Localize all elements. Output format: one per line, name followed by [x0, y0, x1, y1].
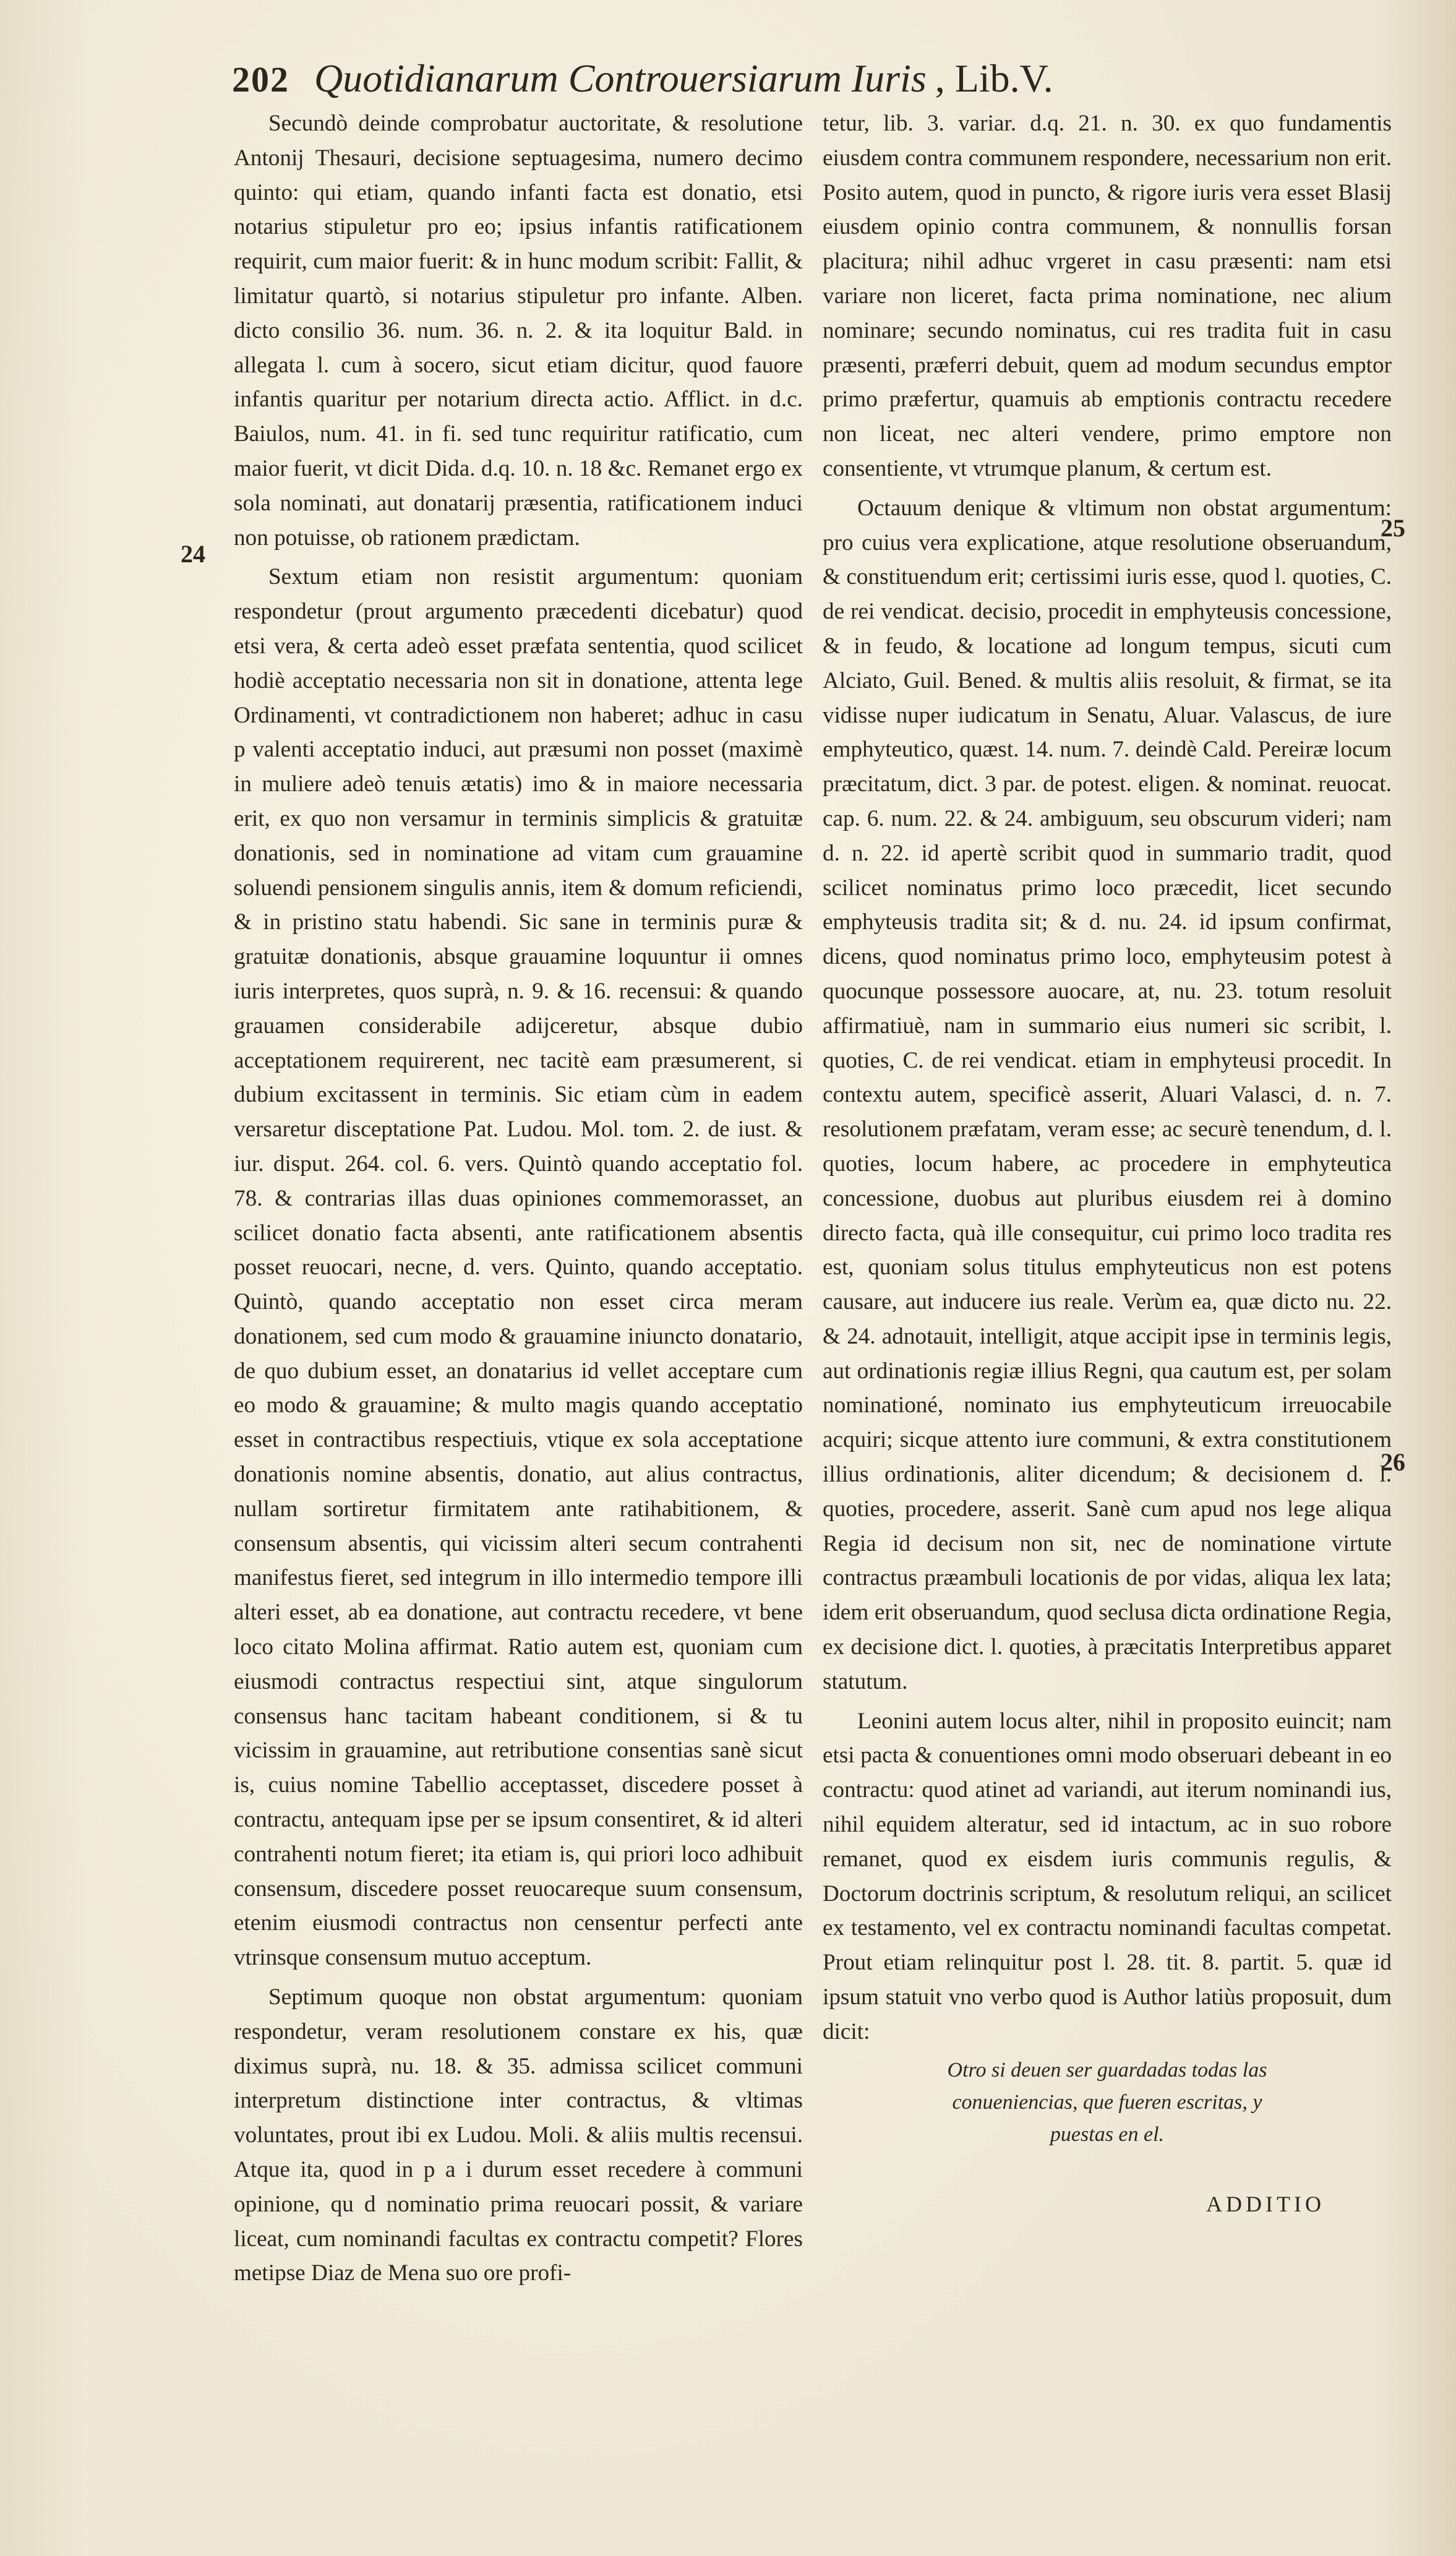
left-column [234, 106, 803, 2296]
page-number: 202 [232, 59, 289, 100]
paragraph: Sextum etiam non resistit argumentum: quoniam respondetur (prout argumento præcedenti dicebatur) quod etsi vera, & certa adeò esset præfata sententia, quod scilicet hodiè acceptatio necessaria non sit in donatione, attenta lege Ordinamenti, vt contradictionem non haberet; adhuc in casu p valenti acceptatio induci, aut præsumi non posset (maximè in muliere adeò tenuis ætatis) imo & in maiore necessaria erit, ex quo non versamur in terminis simplicis & gratuitæ donationis, sed in nominatione ad vitam cum grauamine soluendi pensionem singulis annis, item & domum reficiendi, & in pristino statu habendi. Sic sane in terminis puræ & gratuitæ donationis, absque grauamine loquuntur ii omnes iuris interpretes, quos suprà, n. 9. & 16. recensui: & quando grauamen considerabile adijceretur, absque dubio acceptationem requirerent, nec tacitè eam præsumerent, si dubium excitassent in terminis. Sic etiam cùm in eadem versaretur disceptatione Pat. Ludou. Mol. tom. 2. de iust. & iur. disput. 264. col. 6. vers. Quintò quando acceptatio fol. 78. & contrarias illas duas opiniones commemorasset, an scilicet donatio facta absenti, ante ratificationem absentis posset reuocari, necne, d. vers. Quinto, quando acceptatio. Quintò, quando acceptatio non esset circa meram donationem, sed cum modo & grauamine iniuncto donatario, de quo dubium esset, an donatarius id vellet acceptare cum eo modo & grauamine; & multo magis quando acceptatio esset in contractibus respectiuis, vtique ex sola acceptatione donationis nomine absentis, donatio, aut alius contractus, nullam sortiretur firmitatem ante ratihabitionem, & consensum absentis, qui vicissim alteri secum contrahenti manifestus fieret, sed integrum in illo intermedio tempore illi alteri esset, ab ea donatione, aut contractu recedere, vt bene loco citato Molina affirmat. Ratio autem est, quoniam cum eiusmodi contractus respectiui sint, atque singulorum consensus hanc tacitam habeant conditionem, si & tu vicissim in grauamine, aut retributione consentias sanè sicut is, cuius nomine Tabellio acceptasset, discedere posset à contractu, antequam ipse per se ipsum consentiret, & id alteri contrahenti notum fieret; ita etiam is, qui priori loco adhibuit consensum, discedere posset reuocareque suum consensum, etenim eiusmodi contractus non censentur perfecti ante vtrinsque consensum mutuo acceptum. [234, 564, 803, 1971]
paragraph: Leonini autem locus alter, nihil in proposito euincit; nam etsi pacta & conuentiones omni modo obseruari debeant in eo contractu: quod atinet ad variandi, aut iterum nominandi ius, nihil equidem alteratur, sed id intactum, ac in suo robore remanet, quod ex eisdem iuris communis regulis, & Doctorum doctrinis scriptum, & resolutum reliqui, an scilicet ex testamento, vel ex contractu nominandi facultas competat. Prout etiam relinquitur post l. 28. tit. 8. partit. 5. quæ id ipsum statuit vno verbo quod is Author latiùs proposuit, dum dicit: [823, 1708, 1392, 2044]
right-column [823, 106, 1392, 2151]
spanish-quotation: Otro si deuen ser guardadas todas las conueniencias, que fueren escritas, y puestas en el. [947, 2058, 1267, 2146]
paragraph: tetur, lib. 3. variar. d.q. 21. n. 30. ex quo fundamentis eiusdem contra communem respondere, necessarium non erit. Posito autem, quod in puncto, & rigore iuris vera esset Blasij eiusdem opinio contra communem, & nonnullis forsan placitura; nihil adhuc vrgeret in casu præsenti: nam etsi variare non liceret, facta prima nominatione, nec alium nominare; secundo nominatus, cui res tradita fuit in casu præsenti, præferri debuit, quem ad modum secundus emptor primo præfertur, quamuis ab emptionis contractu recedere non liceat, nec alteri vendere, primo emptore non consentiente, vt vtrumque planum, & certum est. [823, 111, 1392, 481]
catchword: ADDITIO [1206, 2192, 1325, 2216]
paragraph: Septimum quoque non obstat argumentum: quoniam respondetur, veram resolutionem constare ex his, quæ diximus suprà, nu. 18. & 35. admissa scilicet communi interpretum distinctione inter contractus, & vltimas voluntates, prout ibi ex Ludou. Moli. & aliis multis recensui. Atque ita, quod in p a i durum esset recedere à communi opinione, qu d nominatio prima reuocari possit, & variare liceat, cum nominandi facultas ex contractu competit? Flores metipse Diaz de Mena suo ore profi- [234, 1984, 803, 2286]
running-title: Quotidianarum Controuersiarum Iuris [314, 56, 927, 100]
paragraph: Octauum denique & vltimum non obstat argumentum: pro cuius vera explicatione, atque resolutione obseruandum, & constituendum erit; certissimi iuris esse, quod l. quoties, C. de rei vendicat. decisio, procedit in emphyteusis concessione, & in feudo, & locatione ad longum tempus, sicuti cum Alciato, Guil. Bened. & multis aliis resoluit, & firmat, se ita vidisse nuper iudicatum in Senatu, Aluar. Valascus, de iure emphyteutico, quæst. 14. num. 7. deindè Cald. Pereiræ locum præcitatum, dict. 3 par. de potest. eligen. & nominat. reuocat. cap. 6. num. 22. & 24. ambiguum, seu obscurum videri; nam d. n. 22. id apertè scribit quod in summario tradit, quod scilicet nominatus primo loco præcedit, licet secundo emphyteusis tradita sit; & d. nu. 24. id ipsum confirmat, dicens, quod nominatus primo loco, emphyteusim potest à quocunque possessore auocare, at, nu. 23. totum resoluit affirmatiuè, nam in summario eius numeri sic scribit, l. quoties, C. de rei vendicat. etiam in emphyteusi procedit. In contextu autem, specificè asserit, Aluari Valasci, d. n. 7. resolutionem præfatam, veram esse; ac securè tenendum, d. l. quoties, locum habere, ac procedere in emphyteutica concessione, duobus aut pluribus eiusdem rei à domino directo facta, quà ille consequitur, cui primo loco tradita res est, quoniam solus titulus emphyteuticus non est potens causare, aut inducere ius reale. Verùm ea, quæ dicto nu. 22. & 24. adnotauit, intelligit, atque accipit ipse in terminis legis, aut ordinationis regiæ illius Regni, qua cautum est, per solam nominationé, nominato ius emphyteuticum irreuocabile acquiri; sicque attento iure communi, & extra constitutionem illius ordinationis, aliter dicendum; & decisionem d. l. quoties, procedere, asserit. Sanè cum apud nos lege aliqua Regia id decisum non sit, nec de nominatione virtute contractus præambuli locationis de por vidas, aliqua lex lata; idem erit obseruandum, quod seclusa dicta ordinatione Regia, ex decisione dict. l. quoties, à præcitatis Interpretibus apparet statutum. [823, 495, 1392, 1694]
book-number: , Lib.V. [935, 56, 1053, 100]
margin-number-24: 24 [181, 540, 205, 568]
margin-number-26: 26 [1381, 1448, 1405, 1476]
paragraph: Secundò deinde comprobatur auctoritate, & resolutione Antonij Thesauri, decisione septuagesima, numero decimo quinto: qui etiam, quando infanti facta est donatio, etsi notarius stipuletur pro eo; ipsius infantis ratificationem requirit, cum maior fuerit: & in hunc modum scribit: Fallit, & limitatur quartò, si notarius stipuletur pro infante. Alben. dicto consilio 36. num. 36. n. 2. & ita loquitur Bald. in allegata l. cum à socero, sicut etiam dicitur, quod fauore infantis quaritur per notarium directa actio. Afflict. in d.c. Baiulos, num. 41. in fi. sed tunc requiritur ratificatio, cum maior fuerit, vt dicit Dida. d.q. 10. n. 18 &c. Remanet ergo ex sola nominati, aut donatarij præsentia, ratificationem induci non potuisse, ob rationem prædictam. [234, 111, 803, 551]
margin-number-25: 25 [1381, 514, 1405, 542]
